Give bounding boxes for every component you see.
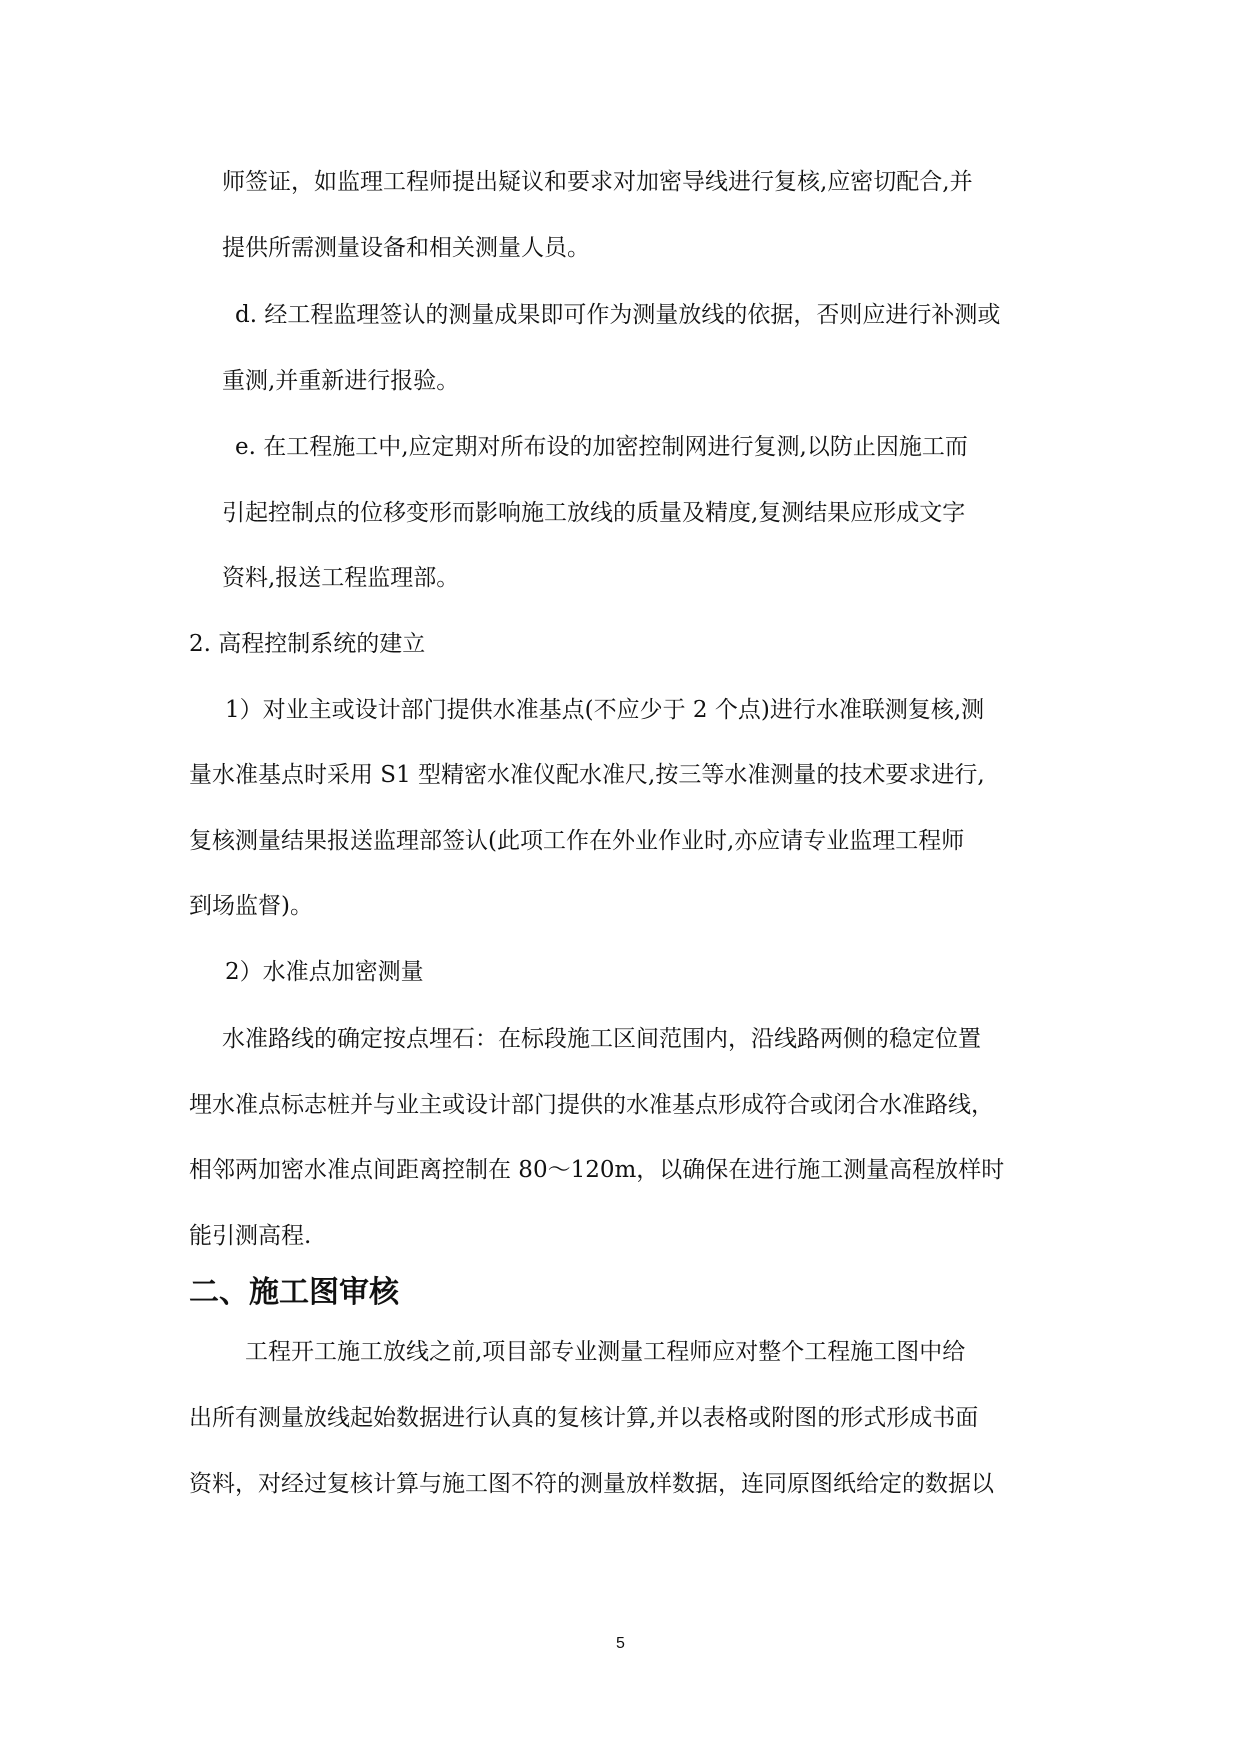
text-line: 引起控制点的位移变形而影响施工放线的质量及精度,复测结果应形成文字	[222, 500, 966, 526]
text-line: 师签证，如监理工程师提出疑议和要求对加密导线进行复核,应密切配合,并	[222, 169, 973, 195]
text-line: 量水准基点时采用 S1 型精密水准仪配水准尺,按三等水准测量的技术要求进行,	[189, 762, 985, 788]
text-line: 埋水准点标志桩并与业主或设计部门提供的水准基点形成符合或闭合水准路线，	[189, 1092, 994, 1118]
text-line: 1）对业主或设计部门提供水准基点(不应少于 2 个点)进行水准联测复核,测	[225, 697, 985, 723]
text-line: 重测,并重新进行报验。	[222, 368, 460, 394]
text-line: 出所有测量放线起始数据进行认真的复核计算,并以表格或附图的形式形成书面	[189, 1405, 979, 1431]
text-line: d. 经工程监理签认的测量成果即可作为测量放线的依据，否则应进行补测或	[235, 302, 1001, 328]
text-line: e. 在工程施工中,应定期对所布设的加密控制网进行复测,以防止因施工而	[235, 434, 968, 460]
text-line: 提供所需测量设备和相关测量人员。	[222, 235, 590, 261]
section-subheading: 2. 高程控制系统的建立	[189, 631, 426, 657]
text-line: 资料，对经过复核计算与施工图不符的测量放样数据，连同原图纸给定的数据以	[189, 1471, 994, 1497]
text-line: 水准路线的确定按点埋石：在标段施工区间范围内，沿线路两侧的稳定位置	[222, 1026, 981, 1052]
text-line: 2）水准点加密测量	[225, 959, 424, 985]
text-line: 复核测量结果报送监理部签认(此项工作在外业作业时,亦应请专业监理工程师	[189, 828, 965, 854]
text-line: 资料,报送工程监理部。	[222, 565, 460, 591]
page-number: 5	[616, 1635, 625, 1652]
text-line: 到场监督)。	[189, 893, 313, 919]
text-line: 工程开工施工放线之前,项目部专业测量工程师应对整个工程施工图中给	[245, 1339, 966, 1365]
section-heading: 二、施工图审核	[189, 1275, 399, 1310]
text-line: 相邻两加密水准点间距离控制在 80～120m，以确保在进行施工测量高程放样时	[189, 1157, 1005, 1183]
text-line: 能引测高程.	[189, 1223, 312, 1249]
